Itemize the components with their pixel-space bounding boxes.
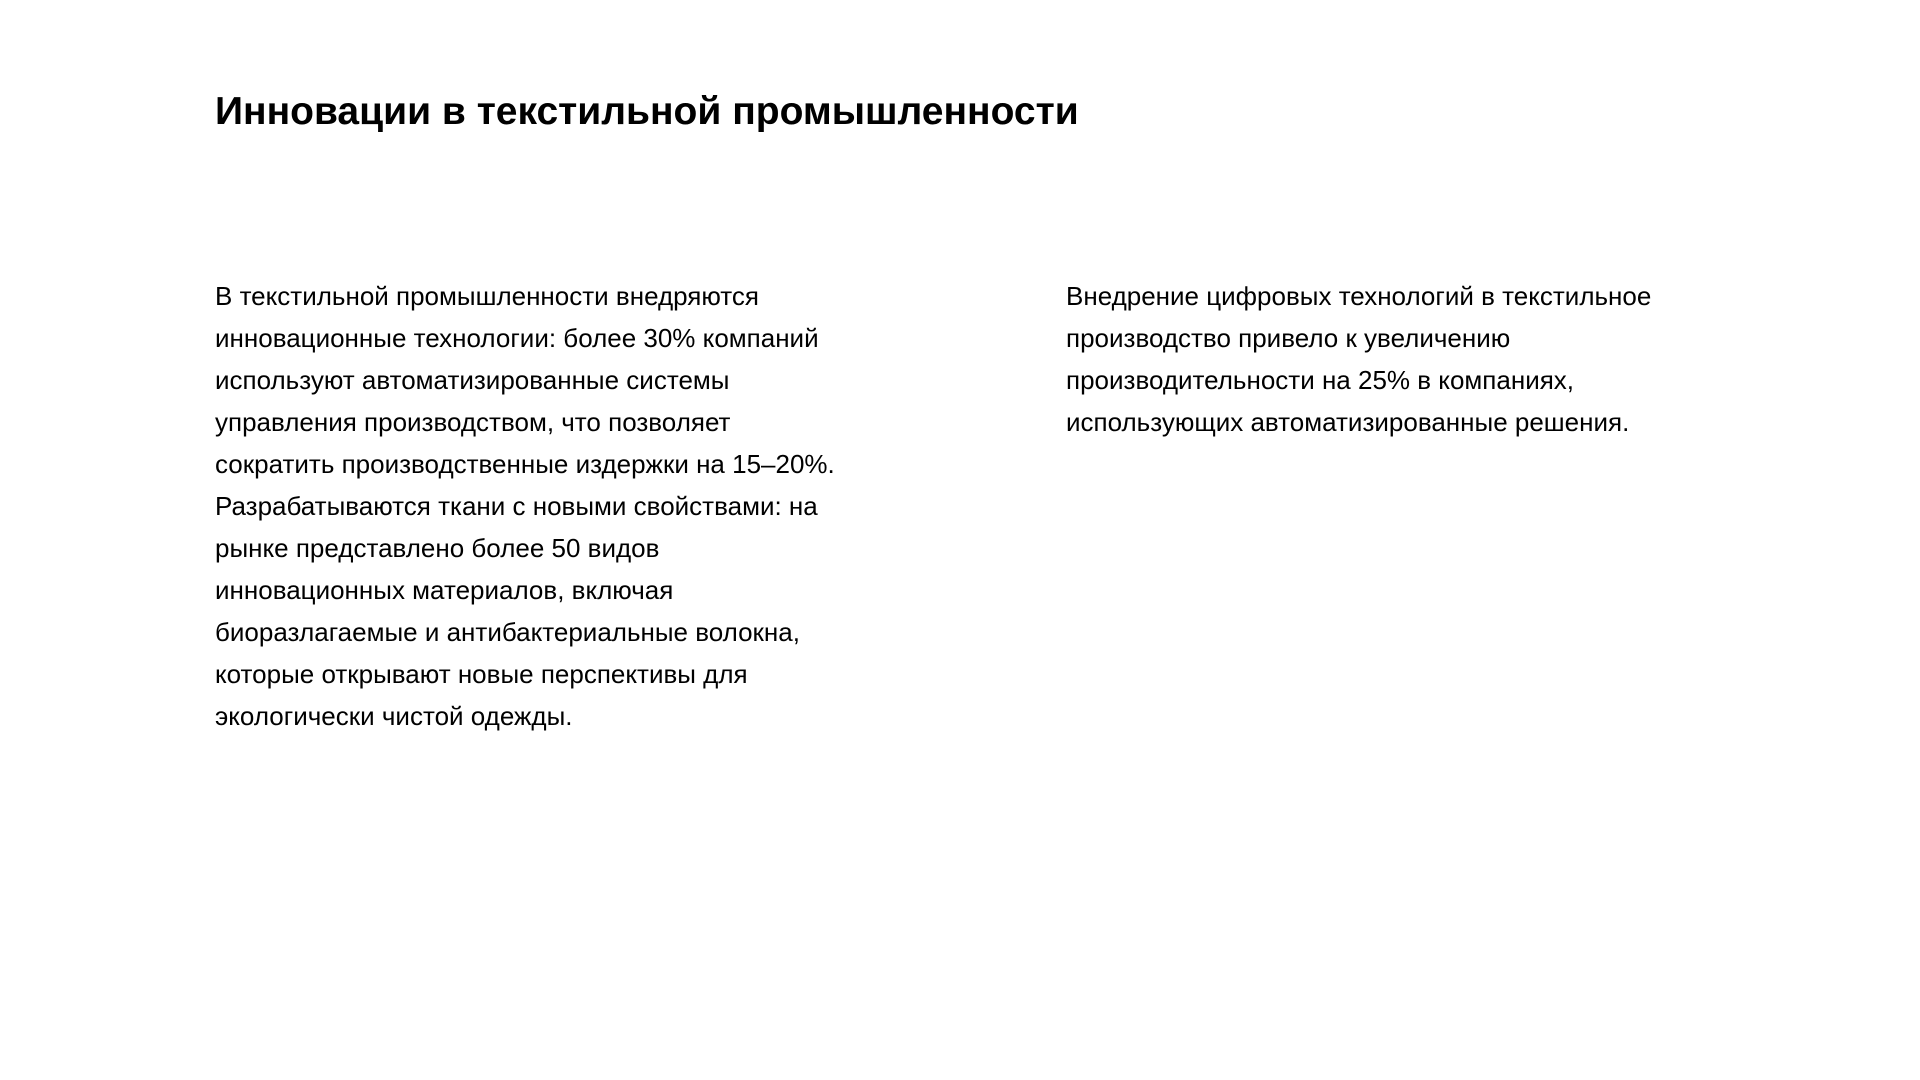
left-text-column: В текстильной промышленности внедряются инновационные технологии: более 30% компаний используют автоматизированные системы управления производством, что позволяет сократить производственные издержки на 15–20%. Разрабатываются ткани с новыми свойствами: на рынке представлено более 50 видов инновационных материалов, включая биоразлагаемые и антибактериальные волокна, которые открывают новые перспективы для экологически чистой одежды. (215, 281, 835, 731)
right-text-column: Внедрение цифровых технологий в текстильное производство привело к увеличению производительности на 25% в компаниях, использующих автоматизированные решения. (1066, 281, 1652, 437)
slide-title: Инновации в текстильной промышленности (215, 90, 1079, 133)
